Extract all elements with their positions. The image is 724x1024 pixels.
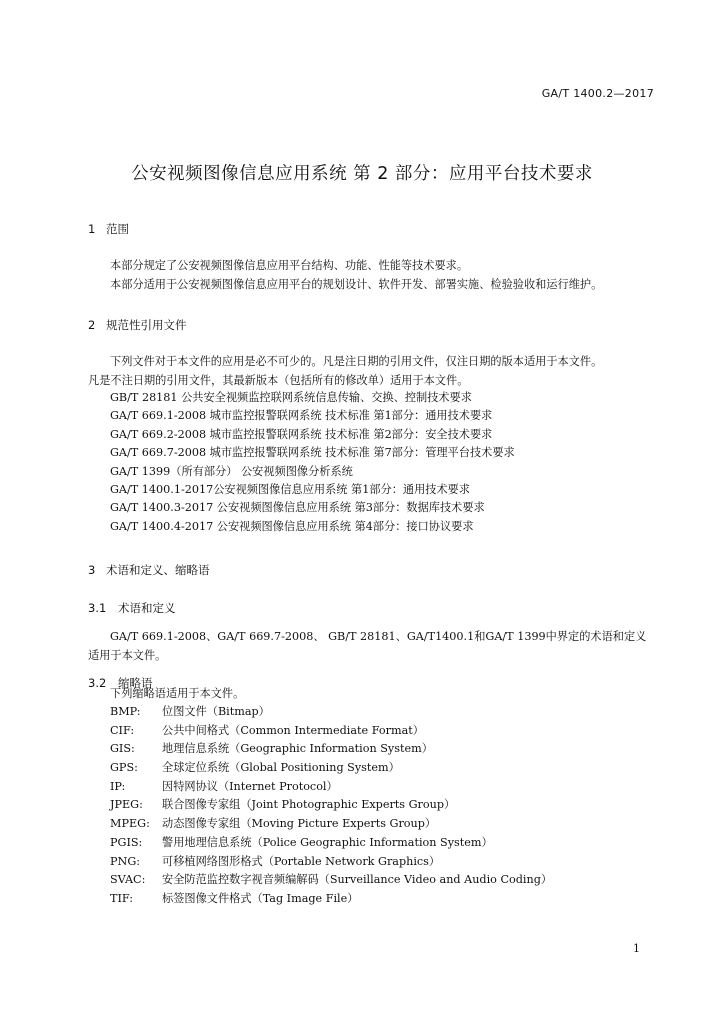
abbreviation-key: GIS: <box>110 742 135 756</box>
section-title: 范围 <box>106 222 129 236</box>
section-number: 3.2 <box>88 676 107 690</box>
reference-item: GA/T 1400.1-2017公安视频图像信息应用系统 第1部分：通用技术要求 <box>110 482 471 496</box>
abbreviation-key: BMP: <box>110 705 141 718</box>
abbreviation-desc: 动态图像专家组（Moving Picture Experts Group） <box>162 817 437 831</box>
standard-code: GA/T 1400.2—2017 <box>541 87 654 100</box>
reference-item: GA/T 669.2-2008 城市监控报警联网系统 技术标准 第2部分：安全技术要求 <box>110 427 493 441</box>
abbreviation-key: PNG: <box>110 854 141 868</box>
abbreviation-key: TIF: <box>110 891 134 905</box>
abbreviation-key: JPEG: <box>110 798 143 812</box>
section-3-heading <box>88 562 210 578</box>
section-number: 3 <box>88 563 96 577</box>
abbreviation-key: CIF: <box>110 723 135 737</box>
abbreviation-desc: 联合图像专家组（Joint Photographic Experts Group） <box>162 798 456 812</box>
page-number: 1 <box>633 942 640 955</box>
abbreviation-desc: 安全防范监控数字视音频编解码（Surveillance Video and Audio Coding） <box>162 873 553 887</box>
abbreviation-row <box>110 834 552 853</box>
paragraph: 本部分适用于公安视频图像信息应用平台的规划设计、软件开发、部署实施、检验验收和运行维护。 <box>110 278 603 291</box>
abbreviation-row <box>110 722 552 741</box>
section-title: 术语和定义、缩略语 <box>106 563 210 577</box>
section-number: 1 <box>88 222 96 236</box>
abbreviation-row <box>110 853 552 872</box>
abbreviation-desc: 标签图像文件格式（Tag Image File） <box>162 891 359 905</box>
section-3-1-heading <box>88 600 176 616</box>
paragraph-line: 凡是不注日期的引用文件，其最新版本（包括所有的修改单）适用于本文件。 <box>88 374 469 387</box>
section-1-body <box>110 256 602 294</box>
abbreviation-desc: 位图文件（Bitmap） <box>162 705 270 718</box>
abbreviation-desc: 地理信息系统（Geographic Information System） <box>162 742 433 756</box>
abbreviation-key: IP: <box>110 779 126 793</box>
reference-item: GA/T 1400.3-2017 公安视频图像信息应用系统 第3部分：数据库技术要求 <box>110 501 485 515</box>
abbreviation-desc: 全球定位系统（Global Positioning System） <box>162 761 400 775</box>
reference-item: GA/T 1399（所有部分） 公安视频图像分析系统 <box>110 464 353 478</box>
abbreviation-row <box>110 890 552 909</box>
abbreviation-key: SVAC: <box>110 873 146 887</box>
reference-item: GA/T 669.1-2008 城市监控报警联网系统 技术标准 第1部分：通用技术要求 <box>110 409 493 423</box>
section-title: 缩略语 <box>118 676 153 690</box>
paragraph-line: GA/T 669.1-2008、GA/T 669.7-2008、 GB/T 28181、GA/T1400.1和GA/T 1399中界定的术语和定义 <box>110 630 647 643</box>
reference-item: GA/T 1400.4-2017 公安视频图像信息应用系统 第4部分：接口协议要求 <box>110 519 474 533</box>
section-number: 3.1 <box>88 601 107 615</box>
paragraph-line: 适用于本文件。 <box>88 649 167 662</box>
abbreviation-list <box>110 703 552 909</box>
abbreviation-key: PGIS: <box>110 835 143 849</box>
reference-item: GB/T 28181 公共安全视频监控联网系统信息传输、交换、控制技术要求 <box>110 391 472 404</box>
section-1-heading <box>88 221 129 237</box>
abbreviation-desc: 因特网协议（Internet Protocol） <box>162 779 338 793</box>
abbreviation-desc: 公共中间格式（Common Intermediate Format） <box>162 723 424 737</box>
section-3-2-intro: 下列缩略语适用于本文件。 <box>110 687 245 700</box>
abbreviation-key: GPS: <box>110 761 138 775</box>
section-number: 2 <box>88 318 96 332</box>
abbreviation-row <box>110 796 552 815</box>
abbreviation-desc: 可移植网络图形格式（Portable Network Graphics） <box>162 854 441 868</box>
reference-list <box>110 389 515 536</box>
section-title: 术语和定义 <box>118 601 176 615</box>
section-title: 规范性引用文件 <box>106 318 187 332</box>
section-2-heading <box>88 317 187 333</box>
section-3-1-body <box>88 627 646 665</box>
document-title: 公安视频图像信息应用系统 第 2 部分：应用平台技术要求 <box>131 164 593 184</box>
abbreviation-desc: 警用地理信息系统（Police Geographic Information System） <box>162 835 493 849</box>
abbreviation-row <box>110 703 552 722</box>
paragraph-line: 下列文件对于本文件的应用是必不可少的。凡是注日期的引用文件，仅注日期的版本适用于本文件。 <box>110 355 603 368</box>
abbreviation-row <box>110 778 552 797</box>
abbreviation-row <box>110 740 552 759</box>
section-2-intro <box>88 352 602 390</box>
abbreviation-row <box>110 871 552 890</box>
abbreviation-key: MPEG: <box>110 817 150 831</box>
abbreviation-row <box>110 759 552 778</box>
abbreviation-row <box>110 815 552 834</box>
paragraph: 本部分规定了公安视频图像信息应用平台结构、功能、性能等技术要求。 <box>110 259 469 272</box>
reference-item: GA/T 669.7-2008 城市监控报警联网系统 技术标准 第7部分：管理平台技术要求 <box>110 446 515 460</box>
